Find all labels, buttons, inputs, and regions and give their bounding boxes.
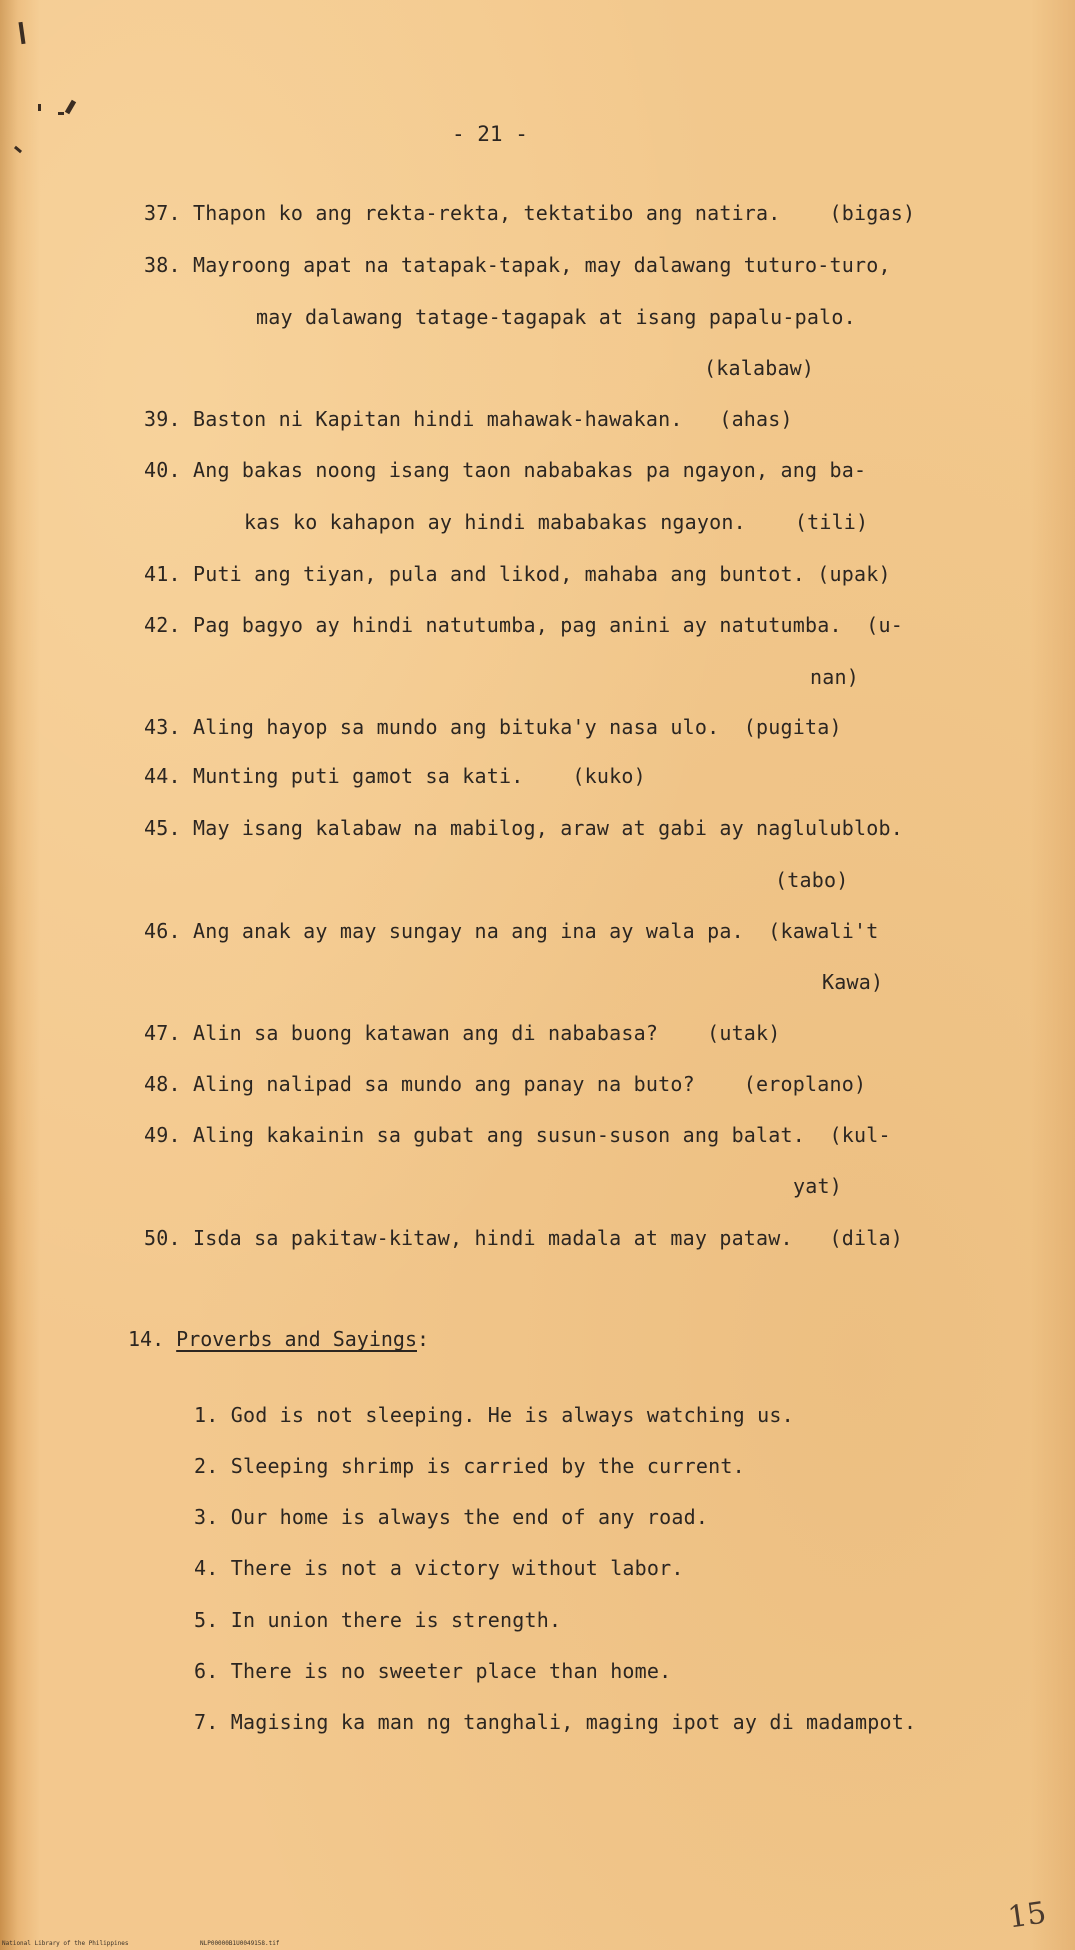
proverb-5: 5. In union there is strength. bbox=[194, 1608, 562, 1632]
riddle-38-answer: (kalabaw) bbox=[704, 356, 815, 380]
riddle-43: 43. Aling hayop sa mundo ang bituka'y nasa ulo. (pugita) bbox=[144, 715, 842, 739]
riddle-45: 45. May isang kalabaw na mabilog, araw at gabi ay naglulublob. bbox=[144, 816, 903, 840]
section-heading bbox=[128, 1327, 429, 1351]
riddle-41: 41. Puti ang tiyan, pula and likod, mahaba ang buntot. (upak) bbox=[144, 562, 891, 586]
edge-mark bbox=[65, 100, 76, 115]
riddle-38: 38. Mayroong apat na tatapak-tapak, may dalawang tuturo-turo, bbox=[144, 253, 891, 277]
riddle-50: 50. Isda sa pakitaw-kitaw, hindi madala at may pataw. (dila) bbox=[144, 1226, 903, 1250]
proverb-1: 1. God is not sleeping. He is always watching us. bbox=[194, 1403, 794, 1427]
edge-mark bbox=[58, 112, 64, 115]
edge-mark bbox=[18, 22, 25, 44]
proverb-3: 3. Our home is always the end of any road. bbox=[194, 1505, 709, 1529]
riddle-49-cont: yat) bbox=[793, 1174, 842, 1198]
proverb-7: 7. Magising ka man ng tanghali, maging ipot ay di madampot. bbox=[194, 1710, 917, 1734]
riddle-46: 46. Ang anak ay may sungay na ang ina ay wala pa. (kawali't bbox=[144, 919, 879, 943]
riddle-47: 47. Alin sa buong katawan ang di nababasa? (utak) bbox=[144, 1021, 781, 1045]
riddle-39: 39. Baston ni Kapitan hindi mahawak-hawakan. (ahas) bbox=[144, 407, 793, 431]
riddle-40-cont: kas ko kahapon ay hindi mababakas ngayon. (tili) bbox=[244, 510, 869, 534]
page-number: - 21 - bbox=[452, 122, 528, 146]
footer-filename: NLP00000B1U0049158.tif bbox=[200, 1940, 280, 1947]
riddle-42: 42. Pag bagyo ay hindi natutumba, pag anini ay natutumba. (u- bbox=[144, 613, 903, 637]
section-number: 14. bbox=[128, 1327, 165, 1351]
riddle-38-cont: may dalawang tatage-tagapak at isang papalu-palo. bbox=[256, 305, 856, 329]
edge-mark bbox=[38, 104, 41, 111]
proverb-2: 2. Sleeping shrimp is carried by the current. bbox=[194, 1454, 745, 1478]
riddle-42-cont: nan) bbox=[810, 665, 859, 689]
riddle-37: 37. Thapon ko ang rekta-rekta, tektatibo ang natira. (bigas) bbox=[144, 201, 916, 225]
riddle-44: 44. Munting puti gamot sa kati. (kuko) bbox=[144, 764, 646, 788]
riddle-45-answer: (tabo) bbox=[775, 868, 849, 892]
section-colon: : bbox=[417, 1327, 430, 1351]
footer-source: National Library of the Philippines bbox=[2, 1940, 129, 1947]
section-title: Proverbs and Sayings bbox=[176, 1327, 417, 1351]
riddle-40: 40. Ang bakas noong isang taon nababakas pa ngayon, ang ba- bbox=[144, 458, 867, 482]
proverb-6: 6. There is no sweeter place than home. bbox=[194, 1659, 672, 1683]
riddle-49: 49. Aling kakainin sa gubat ang susun-suson ang balat. (kul- bbox=[144, 1123, 891, 1147]
handwritten-page-note: 15 bbox=[1005, 1895, 1049, 1936]
proverb-4: 4. There is not a victory without labor. bbox=[194, 1556, 684, 1580]
riddle-48: 48. Aling nalipad sa mundo ang panay na buto? (eroplano) bbox=[144, 1072, 867, 1096]
edge-mark bbox=[14, 146, 22, 153]
riddle-46-cont: Kawa) bbox=[822, 970, 884, 994]
